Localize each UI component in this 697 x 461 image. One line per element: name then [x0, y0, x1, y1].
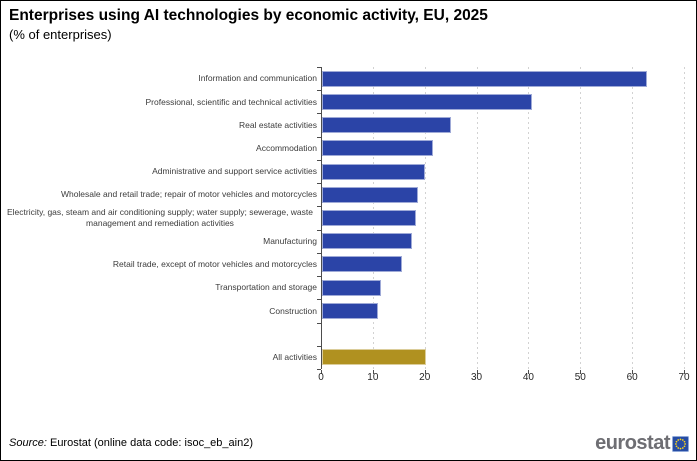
category-label: [3, 276, 317, 299]
category-label-text: Retail trade, except of motor vehicles and motorcycles: [112, 259, 317, 270]
category-label-text: Construction: [269, 305, 317, 316]
gridline-50: [580, 67, 581, 369]
y-axis-tick: [317, 299, 321, 300]
bar-category-6: [322, 210, 416, 226]
category-label: [3, 90, 317, 113]
category-label: [3, 206, 317, 229]
category-label: [3, 160, 317, 183]
bar-category-3: [322, 140, 433, 156]
category-label: [3, 67, 317, 90]
gridline-20: [425, 67, 426, 369]
category-label: [3, 230, 317, 253]
x-axis-tick-label: 50: [574, 372, 586, 383]
bar-category-7: [322, 233, 412, 249]
x-axis-tick-label: 10: [367, 372, 379, 383]
y-axis-tick: [317, 230, 321, 231]
x-axis-tick-label: 70: [678, 372, 690, 383]
x-axis-tick-label: 0: [318, 372, 324, 383]
y-axis-tick: [317, 113, 321, 114]
bar-category-8: [322, 256, 402, 272]
category-label: [3, 346, 317, 369]
y-axis-tick: [317, 253, 321, 254]
category-label-text: Accommodation: [256, 142, 317, 153]
eurostat-logo: [595, 432, 689, 455]
gridline-30: [477, 67, 478, 369]
category-label-text: Real estate activities: [239, 119, 317, 130]
bar-category-9: [322, 280, 381, 296]
y-axis-tick: [317, 369, 321, 370]
category-label-text: All activities: [272, 352, 317, 363]
chart-title: Enterprises using AI technologies by economic activity, EU, 2025: [9, 7, 488, 24]
bar-category-4: [322, 164, 425, 180]
y-axis-tick: [317, 276, 321, 277]
chart-subtitle: (% of enterprises): [9, 27, 112, 42]
eurostat-logo-text: eurostat: [595, 432, 670, 454]
y-axis-tick: [317, 67, 321, 68]
gridline-70: [684, 67, 685, 369]
category-label: [3, 253, 317, 276]
source-label: Source:: [9, 437, 47, 449]
y-axis-tick: [317, 137, 321, 138]
bar-category-5: [322, 187, 418, 203]
y-axis-tick: [317, 183, 321, 184]
x-axis-tick-label: 20: [419, 372, 431, 383]
bar-category-1: [322, 94, 532, 110]
source-note: [9, 437, 253, 449]
category-label: [3, 183, 317, 206]
category-label-text: Wholesale and retail trade; repair of motor vehicles and motorcycles: [60, 189, 317, 200]
y-axis-tick: [317, 346, 321, 347]
category-label-text: Manufacturing: [263, 235, 317, 246]
y-axis-tick: [317, 206, 321, 207]
x-axis-tick-label: 40: [522, 372, 534, 383]
category-label-text: Transportation and storage: [215, 282, 317, 293]
y-axis-tick: [317, 160, 321, 161]
category-label: [3, 137, 317, 160]
plot-area: [321, 67, 685, 369]
category-label: [3, 299, 317, 322]
eu-flag-icon: [672, 436, 689, 452]
y-axis-tick: [317, 323, 321, 324]
gridline-40: [528, 67, 529, 369]
x-axis-tick-label: 30: [471, 372, 483, 383]
category-label-text: Information and communication: [198, 73, 317, 84]
category-label: [3, 113, 317, 136]
y-axis-tick: [317, 90, 321, 91]
gridline-60: [632, 67, 633, 369]
category-label-text: Professional, scientific and technical activities: [145, 96, 317, 107]
bar-category-2: [322, 117, 451, 133]
bar-all-activities: [322, 349, 426, 365]
bar-category-0: [322, 71, 647, 87]
source-text: Eurostat (online data code: isoc_eb_ain2): [46, 437, 253, 449]
bar-category-10: [322, 303, 378, 319]
category-label-text: Administrative and support service activities: [152, 166, 317, 177]
category-label-text: Electricity, gas, steam and air conditioning supply; water supply; sewerage, waste management and remediation activities: [7, 207, 313, 228]
x-axis-tick-label: 60: [626, 372, 638, 383]
